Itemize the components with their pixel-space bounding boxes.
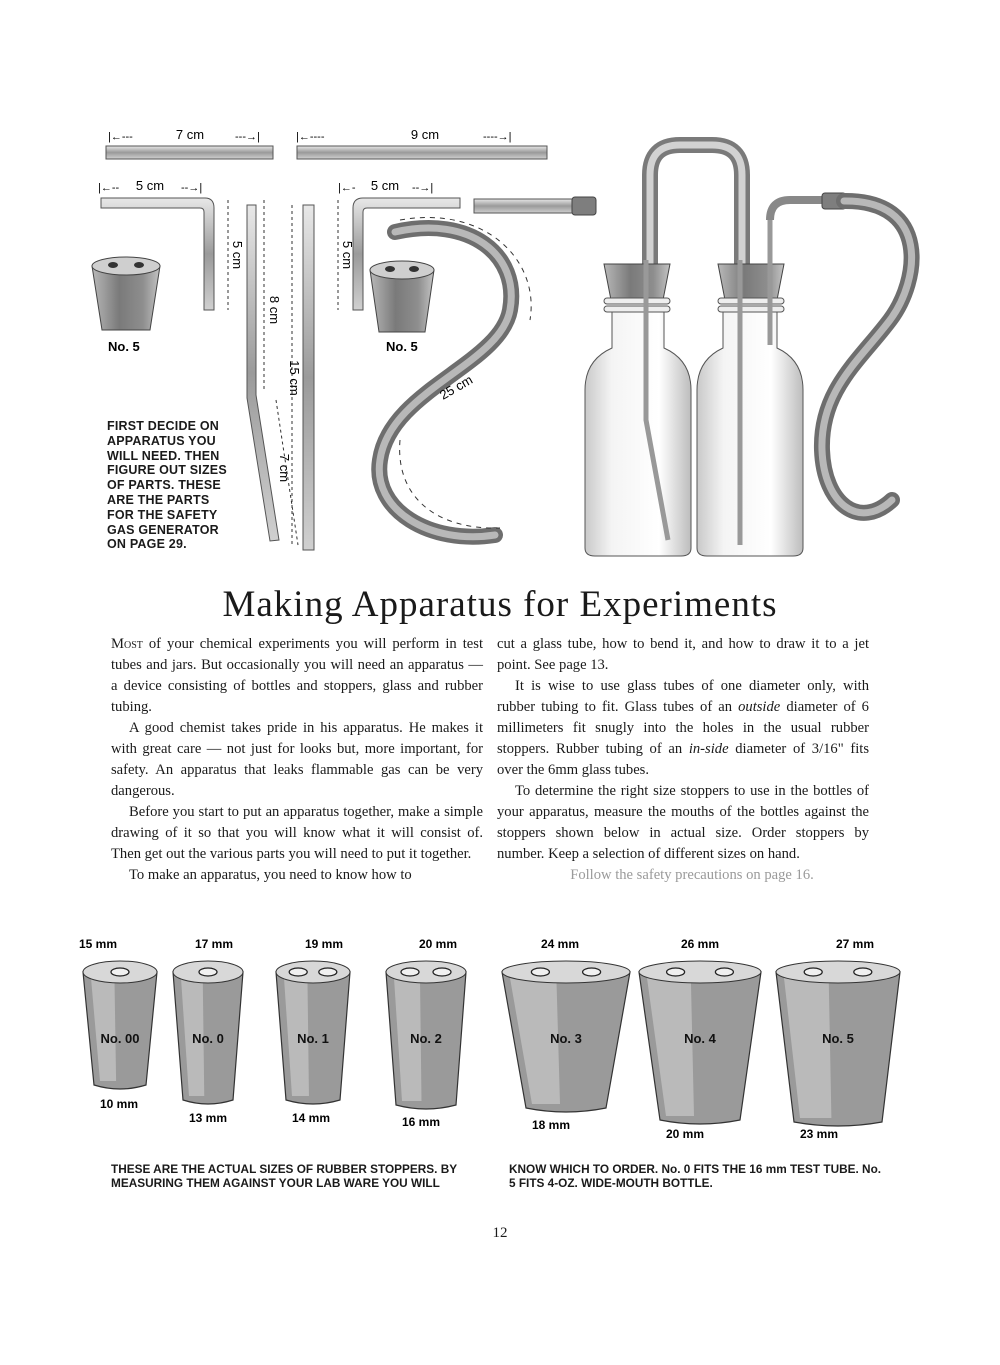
right-paragraph-3: To determine the right size stoppers to use in the bottles of your apparatus, measure the mouths of the bottles against the stoppers shown below in actual size. Order stoppers by number. Keep a selection of different sizes on hand. [497,783,869,862]
dim-8cm: 8 cm [267,295,282,325]
p2-em-outside: outside [738,699,781,715]
dim-5cm-h-left: 5 cm [135,178,165,193]
stopper-number-label: No. 1 [297,1031,329,1046]
stopper-2 [276,937,350,1125]
left-paragraph-2: A good chemist takes pride in his apparatus. He makes it with great care — not just for looks but, more important, for safety. An apparatus that leaks flammable gas can be very dangerous. [111,720,483,799]
stopper-bottom-diameter: 14 mm [292,1111,331,1125]
stopper-size-chart [0,930,1000,1145]
p2-b: diameter of 6 millimeters fit snugly into the holes in the usual rubber stoppers. Rubber tubing of an [497,699,869,757]
stopper-number-label: No. 3 [550,1031,582,1046]
illustration-caption: FIRST DECIDE ON APPARATUS YOU WILL NEED. THEN FIGURE OUT SIZES OF PARTS. THESE ARE THE PARTS FOR THE SAFETY GAS GENERATOR ON PAGE 29. [107,419,227,552]
stopper-hole [401,968,419,976]
stopper-bottom-diameter: 18 mm [532,1118,571,1132]
dim-5cm-v-right: 5 cm [340,240,355,270]
stopper-0 [79,937,157,1111]
right-paragraph-4: Follow the safety precautions on page 16. [570,867,814,883]
stopper-no5-right [370,261,434,354]
bottom-caption-left: THESE ARE THE ACTUAL SIZES OF RUBBER STOPPERS. BY MEASURING THEM AGAINST YOUR LAB WARE YOU WILL [111,1162,457,1190]
stopper-top-diameter: 15 mm [78,937,118,951]
left-paragraph-3: Before you start to put an apparatus together, make a simple drawing of it so that you will know what it will consist of. Then get out the various parts you will need to put it together. [111,804,483,862]
stopper-top-diameter: 26 mm [680,937,720,951]
dim-15cm: 15 cm [287,360,302,396]
stopper-top [639,961,761,983]
right-paragraph-2 [497,676,869,781]
svg-text:---→|: ---→| [235,131,260,143]
stopper-hole [289,968,307,976]
svg-text:----→|: ----→| [483,131,512,143]
stopper-left-label: No. 5 [108,339,140,354]
dim-25cm: 25 cm [437,371,476,403]
stopper-top-diameter: 24 mm [540,937,580,951]
stopper-hole [667,968,685,976]
p2-em-inside: in-side [688,741,729,757]
stopper-hole [804,968,822,976]
stopper-number-label: No. 5 [822,1031,854,1046]
svg-text:|←----: |←---- [296,131,325,143]
p2-a: It is wise to use glass tubes of one diameter only, with rubber tubing to fit. Glass tubes of an [497,678,869,715]
svg-text:|←-: |←- [338,182,356,194]
stopper-hole [531,968,549,976]
page-number: 12 [492,1225,508,1241]
dim-5cm-h-right: 5 cm [370,178,400,193]
stopper-hole [111,968,129,976]
stopper-number-label: No. 00 [100,1031,140,1046]
stopper-top-diameter: 17 mm [194,937,234,951]
stopper-bottom-diameter: 16 mm [402,1115,441,1129]
stopper-top-diameter: 27 mm [835,937,875,951]
dim-7cm-label: 7 cm [175,127,205,142]
p2-d: fits over the 6mm glass tubes. [497,741,870,778]
stopper-number-label: No. 4 [684,1031,716,1046]
stopper-right-label: No. 5 [386,339,418,354]
stopper-bottom-diameter: 23 mm [800,1127,839,1141]
p2-c: diameter of [728,741,812,757]
svg-text:--→|: --→| [412,182,434,194]
svg-text:|←---: |←--- [108,131,133,143]
stopper-hole [715,968,733,976]
assembled-gas-generator [474,145,912,556]
lead-word: Most [111,636,143,652]
stopper-bottom-diameter: 13 mm [189,1111,228,1125]
stopper-number-label: No. 0 [192,1031,224,1046]
stopper-hole [199,968,217,976]
glass-tube-9cm [296,127,547,159]
right-column [497,634,869,886]
stopper-4 [502,937,630,1132]
bottom-caption-right: KNOW WHICH TO ORDER. No. 0 FITS THE 16 mm TEST TUBE. No. 5 FITS 4-OZ. WIDE-MOUTH BOTTLE. [509,1162,882,1190]
glass-tube-7cm [106,127,273,159]
stopper-hole [433,968,451,976]
left-paragraph-4: To make an apparatus, you need to know how to [129,867,412,883]
stopper-hole [854,968,872,976]
dim-5cm-v-left: 5 cm [230,240,245,270]
glass-tube-15cm [287,205,314,550]
stopper-top [502,961,630,983]
left-column [111,634,483,886]
stopper-top-diameter: 19 mm [304,937,344,951]
dim-7cm-lower: 7 cm [277,453,292,483]
svg-text:|←--: |←-- [98,182,120,194]
svg-text:--→|: --→| [181,182,203,194]
stopper-top [776,961,900,983]
stopper-top [276,961,350,983]
page-title: Making Apparatus for Experiments [222,584,778,625]
stopper-number-label: No. 2 [410,1031,442,1046]
stopper-hole [583,968,601,976]
left-paragraph-1 [111,634,483,718]
stopper-1 [173,937,243,1125]
stopper-top [386,961,466,983]
left-paragraph-1-text: of your chemical experiments you will perform in test tubes and jars. But occasionally you will need an apparatus — a device consisting of bottles and stoppers, glass and rubber tubing. [111,636,483,715]
stopper-no5-left [92,257,160,354]
stopper-6 [776,937,900,1141]
stopper-hole [319,968,337,976]
stopper-5 [639,937,761,1141]
stopper-bottom-diameter: 20 mm [666,1127,705,1141]
dim-9cm-label: 9 cm [410,127,440,142]
stopper-top-diameter: 20 mm [418,937,458,951]
right-paragraph-1: cut a glass tube, how to bend it, and how to draw it to a jet point. See page 13. [497,636,869,673]
stopper-3 [386,937,466,1129]
stopper-bottom-diameter: 10 mm [100,1097,139,1111]
p2-fraction: 3/16" [811,741,844,757]
